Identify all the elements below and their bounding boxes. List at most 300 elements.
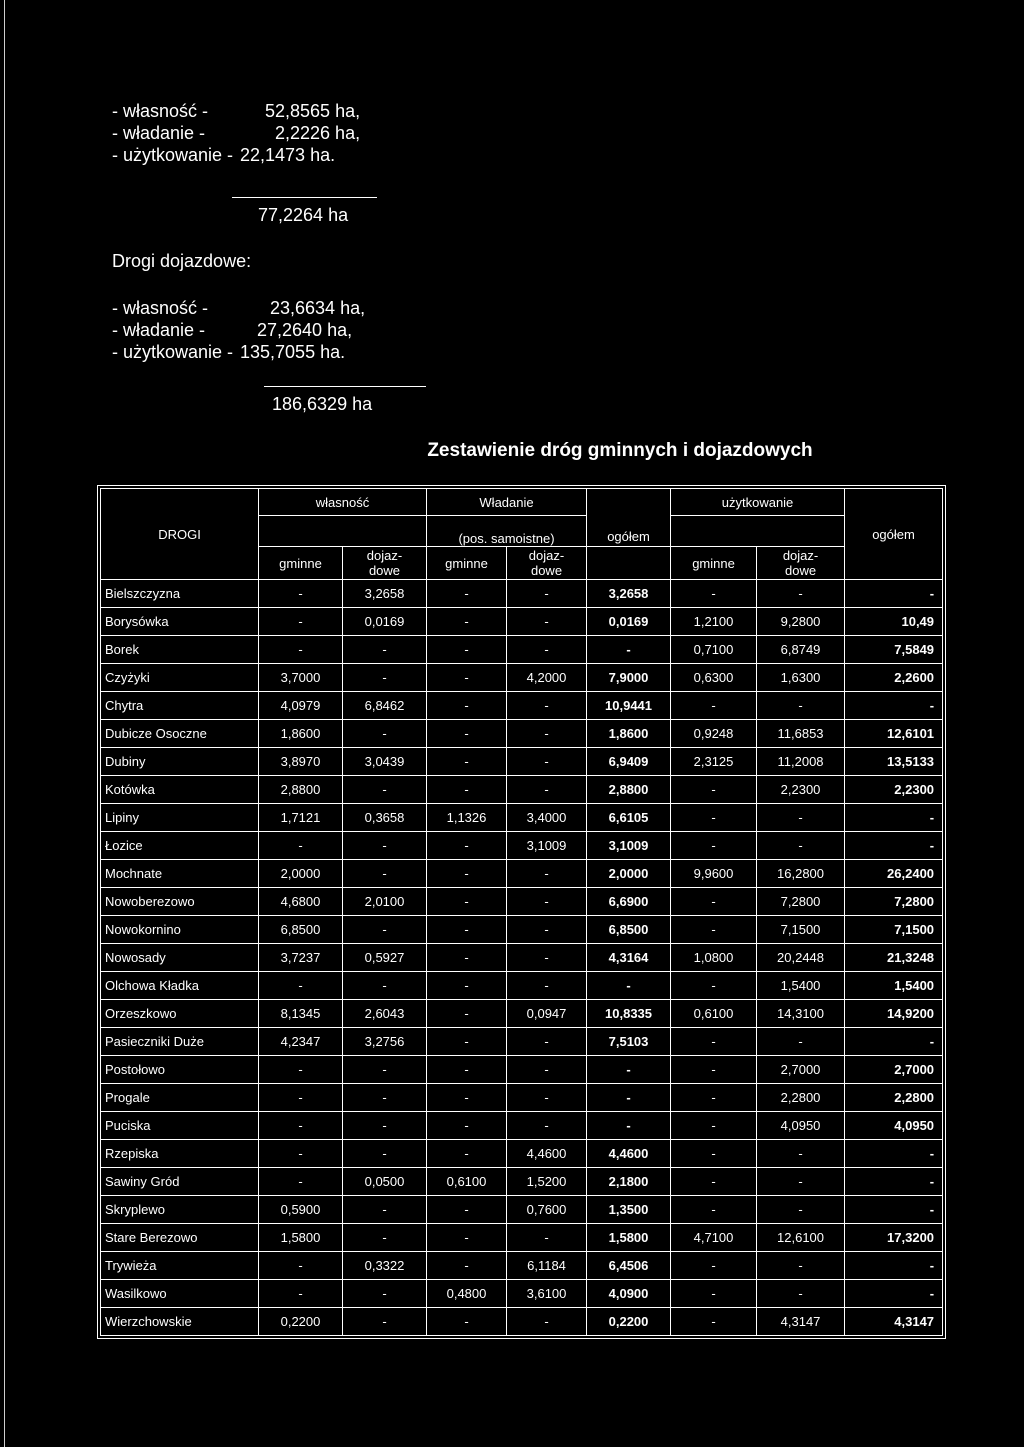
row-value-cell: 2,1800 <box>587 1168 671 1196</box>
header-wlasnosc: własność <box>259 489 427 516</box>
row-name-cell: Olchowa Kładka <box>101 972 259 1000</box>
row-value-cell: 11,2008 <box>757 748 845 776</box>
row-value-cell: 6,9409 <box>587 748 671 776</box>
row-value-cell: - <box>757 1196 845 1224</box>
header-dojazdowe-bottom: dowe <box>530 563 563 578</box>
row-value-cell: 3,0439 <box>343 748 427 776</box>
row-value-cell: - <box>427 888 507 916</box>
row-value-cell: - <box>427 1028 507 1056</box>
summary-label: - własność - <box>112 298 209 318</box>
row-value-cell: - <box>671 1280 757 1308</box>
summary-sum-line <box>264 386 426 387</box>
row-value-cell: 9,2800 <box>757 608 845 636</box>
header-gminne: gminne <box>671 547 757 580</box>
row-value-cell: - <box>671 1056 757 1084</box>
row-value-cell: 2,2800 <box>757 1084 845 1112</box>
row-value-cell: 1,5400 <box>757 972 845 1000</box>
table-row <box>101 1308 943 1336</box>
row-name-cell: Chytra <box>101 692 259 720</box>
row-value-cell: - <box>507 580 587 608</box>
row-value-cell: 3,2658 <box>587 580 671 608</box>
table-row <box>101 720 943 748</box>
table-row <box>101 1140 943 1168</box>
row-value-cell: - <box>757 1280 845 1308</box>
row-value-cell: - <box>845 1252 943 1280</box>
row-value-cell: - <box>507 1224 587 1252</box>
row-value-cell: - <box>587 1112 671 1140</box>
row-value-cell: - <box>671 804 757 832</box>
row-value-cell: - <box>587 636 671 664</box>
summary-label: - władanie - <box>112 123 206 143</box>
row-value-cell: - <box>507 860 587 888</box>
summary-value: 52,8565 ha, <box>265 101 361 121</box>
row-value-cell: - <box>343 1084 427 1112</box>
row-value-cell: - <box>671 1140 757 1168</box>
row-value-cell: - <box>343 664 427 692</box>
summary-value: 2,2226 ha, <box>275 123 361 143</box>
row-value-cell: - <box>587 1084 671 1112</box>
row-value-cell: - <box>845 1168 943 1196</box>
row-value-cell: 6,8462 <box>343 692 427 720</box>
row-value-cell: - <box>259 1084 343 1112</box>
header-drogi: DROGI <box>101 489 259 580</box>
row-value-cell: 0,6100 <box>427 1168 507 1196</box>
row-value-cell: - <box>427 608 507 636</box>
row-value-cell: 1,7121 <box>259 804 343 832</box>
header-dojazdowe-top: dojaz- <box>528 548 565 563</box>
row-value-cell: 4,3147 <box>757 1308 845 1336</box>
table-row <box>101 636 943 664</box>
row-value-cell: 1,5400 <box>845 972 943 1000</box>
row-name-cell: Postołowo <box>101 1056 259 1084</box>
row-value-cell: 0,3658 <box>343 804 427 832</box>
row-value-cell: - <box>343 776 427 804</box>
header-dojazdowe <box>757 547 845 580</box>
row-value-cell: 13,5133 <box>845 748 943 776</box>
table-row <box>101 888 943 916</box>
row-value-cell: 7,1500 <box>845 916 943 944</box>
row-value-cell: - <box>507 720 587 748</box>
row-value-cell: 0,0500 <box>343 1168 427 1196</box>
row-name-cell: Wasilkowo <box>101 1280 259 1308</box>
row-name-cell: Nowokornino <box>101 916 259 944</box>
row-value-cell: 4,0979 <box>259 692 343 720</box>
table-row <box>101 748 943 776</box>
row-value-cell: 2,8800 <box>259 776 343 804</box>
row-value-cell: - <box>507 916 587 944</box>
table-row <box>101 664 943 692</box>
row-value-cell: 2,6043 <box>343 1000 427 1028</box>
table-row <box>101 580 943 608</box>
row-value-cell: - <box>757 1028 845 1056</box>
row-value-cell: 4,3147 <box>845 1308 943 1336</box>
row-value-cell: - <box>587 972 671 1000</box>
table-row <box>101 1196 943 1224</box>
header-dojazdowe-top: dojaz- <box>782 548 819 563</box>
row-value-cell: 0,6100 <box>671 1000 757 1028</box>
row-value-cell: 6,8500 <box>259 916 343 944</box>
row-value-cell: 26,2400 <box>845 860 943 888</box>
table-row <box>101 1252 943 1280</box>
row-value-cell: - <box>427 1112 507 1140</box>
row-value-cell: 6,6105 <box>587 804 671 832</box>
table-header <box>101 489 943 580</box>
row-value-cell: 11,6853 <box>757 720 845 748</box>
row-value-cell: 0,2200 <box>259 1308 343 1336</box>
header-blank <box>671 516 845 547</box>
row-value-cell: 3,2756 <box>343 1028 427 1056</box>
row-value-cell: - <box>343 832 427 860</box>
row-name-cell: Łozice <box>101 832 259 860</box>
summary-total: 186,6329 ha <box>272 394 373 414</box>
row-name-cell: Trywieża <box>101 1252 259 1280</box>
row-value-cell: 0,6300 <box>671 664 757 692</box>
row-value-cell: 7,1500 <box>757 916 845 944</box>
row-name-cell: Orzeszkowo <box>101 1000 259 1028</box>
row-value-cell: 1,8600 <box>259 720 343 748</box>
row-value-cell: 1,0800 <box>671 944 757 972</box>
row-value-cell: 4,0900 <box>587 1280 671 1308</box>
row-value-cell: - <box>343 1140 427 1168</box>
row-value-cell: 14,3100 <box>757 1000 845 1028</box>
row-value-cell: - <box>343 720 427 748</box>
row-value-cell: - <box>427 1308 507 1336</box>
row-value-cell: - <box>259 608 343 636</box>
row-value-cell: - <box>259 1056 343 1084</box>
row-name-cell: Rzepiska <box>101 1140 259 1168</box>
row-value-cell: 7,5103 <box>587 1028 671 1056</box>
row-name-cell: Kotówka <box>101 776 259 804</box>
row-value-cell: 0,0947 <box>507 1000 587 1028</box>
row-name-cell: Progale <box>101 1084 259 1112</box>
header-gminne: gminne <box>427 547 507 580</box>
row-value-cell: 1,6300 <box>757 664 845 692</box>
row-value-cell: 6,1184 <box>507 1252 587 1280</box>
summary-total: 77,2264 ha <box>258 205 349 225</box>
row-value-cell: 4,2000 <box>507 664 587 692</box>
row-value-cell: - <box>427 1140 507 1168</box>
row-name-cell: Mochnate <box>101 860 259 888</box>
row-value-cell: 2,7000 <box>757 1056 845 1084</box>
row-value-cell: - <box>259 1280 343 1308</box>
row-value-cell: - <box>671 972 757 1000</box>
row-value-cell: - <box>427 692 507 720</box>
row-value-cell: - <box>507 888 587 916</box>
row-value-cell: 4,3164 <box>587 944 671 972</box>
row-value-cell: - <box>427 832 507 860</box>
row-value-cell: 0,5927 <box>343 944 427 972</box>
row-value-cell: - <box>845 832 943 860</box>
row-value-cell: - <box>671 1308 757 1336</box>
row-value-cell: 4,0950 <box>845 1112 943 1140</box>
row-value-cell: - <box>757 804 845 832</box>
row-value-cell: - <box>507 1084 587 1112</box>
row-value-cell: - <box>259 1168 343 1196</box>
row-value-cell: 3,7000 <box>259 664 343 692</box>
row-value-cell: - <box>507 608 587 636</box>
row-value-cell: 2,2800 <box>845 1084 943 1112</box>
row-value-cell: - <box>845 804 943 832</box>
row-value-cell: 4,2347 <box>259 1028 343 1056</box>
row-value-cell: - <box>507 692 587 720</box>
row-name-cell: Pasieczniki Duże <box>101 1028 259 1056</box>
row-value-cell: - <box>845 692 943 720</box>
row-value-cell: - <box>671 916 757 944</box>
row-value-cell: 16,2800 <box>757 860 845 888</box>
row-value-cell: 2,2300 <box>845 776 943 804</box>
row-name-cell: Borek <box>101 636 259 664</box>
table-row <box>101 1028 943 1056</box>
header-ogolem-2: ogółem <box>845 489 943 580</box>
row-name-cell: Puciska <box>101 1112 259 1140</box>
row-value-cell: - <box>845 1028 943 1056</box>
row-value-cell: 1,1326 <box>427 804 507 832</box>
row-value-cell: - <box>343 1280 427 1308</box>
row-value-cell: 0,2200 <box>587 1308 671 1336</box>
table-title: Zestawienie dróg gminnych i dojazdowych <box>427 440 813 461</box>
table-body <box>101 580 943 1336</box>
row-value-cell: - <box>587 1056 671 1084</box>
row-value-cell: 1,5200 <box>507 1168 587 1196</box>
row-value-cell: 3,4000 <box>507 804 587 832</box>
row-value-cell: 1,3500 <box>587 1196 671 1224</box>
row-value-cell: 0,4800 <box>427 1280 507 1308</box>
row-value-cell: - <box>507 1308 587 1336</box>
header-wladanie: Władanie <box>427 489 587 516</box>
row-value-cell: - <box>427 916 507 944</box>
row-value-cell: 4,4600 <box>507 1140 587 1168</box>
summary-value: 23,6634 ha, <box>270 298 366 318</box>
header-blank <box>259 516 427 547</box>
row-value-cell: 20,2448 <box>757 944 845 972</box>
row-name-cell: Lipiny <box>101 804 259 832</box>
row-name-cell: Czyżyki <box>101 664 259 692</box>
row-value-cell: - <box>507 636 587 664</box>
row-value-cell: - <box>343 1112 427 1140</box>
row-value-cell: - <box>427 1000 507 1028</box>
row-value-cell: 2,0000 <box>259 860 343 888</box>
summary-label: - władanie - <box>112 320 206 340</box>
row-value-cell: 4,4600 <box>587 1140 671 1168</box>
row-value-cell: - <box>427 1196 507 1224</box>
summary-dojazdowe <box>112 297 432 367</box>
summary-value: 135,7055 ha. <box>240 342 346 362</box>
row-value-cell: - <box>507 776 587 804</box>
row-name-cell: Nowoberezowo <box>101 888 259 916</box>
row-value-cell: 17,3200 <box>845 1224 943 1252</box>
row-name-cell: Bielszczyzna <box>101 580 259 608</box>
row-value-cell: - <box>427 636 507 664</box>
row-value-cell: 1,5800 <box>259 1224 343 1252</box>
row-value-cell: - <box>845 1196 943 1224</box>
table-row <box>101 1224 943 1252</box>
table-row <box>101 692 943 720</box>
row-value-cell: 3,7237 <box>259 944 343 972</box>
row-value-cell: - <box>427 860 507 888</box>
row-name-cell: Dubicze Osoczne <box>101 720 259 748</box>
row-value-cell: - <box>845 1280 943 1308</box>
header-dojazdowe <box>343 547 427 580</box>
row-value-cell: - <box>427 972 507 1000</box>
row-value-cell: - <box>427 776 507 804</box>
row-value-cell: 2,0000 <box>587 860 671 888</box>
row-value-cell: - <box>259 1112 343 1140</box>
row-value-cell: - <box>427 944 507 972</box>
row-value-cell: - <box>507 944 587 972</box>
row-value-cell: 0,9248 <box>671 720 757 748</box>
row-value-cell: - <box>507 1112 587 1140</box>
table-row <box>101 776 943 804</box>
row-value-cell: 3,8970 <box>259 748 343 776</box>
row-value-cell: - <box>671 832 757 860</box>
row-value-cell: 2,0100 <box>343 888 427 916</box>
header-dojazdowe <box>507 547 587 580</box>
row-value-cell: - <box>671 888 757 916</box>
header-dojazdowe-top: dojaz- <box>366 548 403 563</box>
table-row <box>101 832 943 860</box>
row-value-cell: - <box>343 636 427 664</box>
header-uzytkowanie: użytkowanie <box>671 489 845 516</box>
summary-value: 22,1473 ha. <box>240 145 336 165</box>
row-value-cell: 14,9200 <box>845 1000 943 1028</box>
row-value-cell: - <box>427 580 507 608</box>
row-value-cell: 1,8600 <box>587 720 671 748</box>
row-value-cell: - <box>671 1196 757 1224</box>
row-name-cell: Skryplewo <box>101 1196 259 1224</box>
row-value-cell: - <box>671 1168 757 1196</box>
summary-label: - użytkowanie - <box>112 342 234 362</box>
row-value-cell: - <box>757 1140 845 1168</box>
row-value-cell: - <box>343 916 427 944</box>
row-value-cell: - <box>757 832 845 860</box>
row-value-cell: 12,6101 <box>845 720 943 748</box>
row-value-cell: - <box>507 1056 587 1084</box>
row-value-cell: 2,3125 <box>671 748 757 776</box>
row-value-cell: - <box>343 1196 427 1224</box>
row-value-cell: - <box>757 1168 845 1196</box>
table-row <box>101 608 943 636</box>
row-value-cell: 4,0950 <box>757 1112 845 1140</box>
row-name-cell: Nowosady <box>101 944 259 972</box>
row-value-cell: 4,6800 <box>259 888 343 916</box>
row-value-cell: 6,8500 <box>587 916 671 944</box>
row-value-cell: - <box>343 1308 427 1336</box>
row-value-cell: 2,2600 <box>845 664 943 692</box>
row-value-cell: 7,2800 <box>845 888 943 916</box>
row-value-cell: 0,7600 <box>507 1196 587 1224</box>
summary-label: - użytkowanie - <box>112 145 234 165</box>
header-wladanie-sub: (pos. samoistne) <box>427 516 587 547</box>
row-value-cell: 10,8335 <box>587 1000 671 1028</box>
table-row <box>101 1084 943 1112</box>
row-value-cell: - <box>671 692 757 720</box>
section-heading: Drogi dojazdowe: <box>112 251 252 271</box>
row-value-cell: - <box>671 1028 757 1056</box>
row-value-cell: 0,5900 <box>259 1196 343 1224</box>
table-row <box>101 944 943 972</box>
row-value-cell: - <box>259 972 343 1000</box>
row-value-cell: 7,9000 <box>587 664 671 692</box>
row-value-cell: 1,2100 <box>671 608 757 636</box>
row-value-cell: - <box>427 720 507 748</box>
summary-gminne <box>112 100 412 170</box>
row-value-cell: - <box>259 832 343 860</box>
roads-table <box>100 488 943 1336</box>
row-name-cell: Stare Berezowo <box>101 1224 259 1252</box>
row-value-cell: 4,7100 <box>671 1224 757 1252</box>
row-value-cell: 12,6100 <box>757 1224 845 1252</box>
row-value-cell: - <box>671 1252 757 1280</box>
header-dojazdowe-bottom: dowe <box>368 563 401 578</box>
row-value-cell: - <box>427 664 507 692</box>
row-value-cell: 2,7000 <box>845 1056 943 1084</box>
table-row <box>101 916 943 944</box>
row-value-cell: 7,5849 <box>845 636 943 664</box>
row-name-cell: Sawiny Gród <box>101 1168 259 1196</box>
row-value-cell: 6,4506 <box>587 1252 671 1280</box>
row-value-cell: 2,2300 <box>757 776 845 804</box>
row-value-cell: - <box>259 580 343 608</box>
row-value-cell: 0,0169 <box>587 608 671 636</box>
row-value-cell: - <box>507 748 587 776</box>
row-value-cell: 0,3322 <box>343 1252 427 1280</box>
summary-sum-line <box>232 197 377 198</box>
row-name-cell: Dubiny <box>101 748 259 776</box>
row-value-cell: 6,8749 <box>757 636 845 664</box>
row-value-cell: - <box>259 1252 343 1280</box>
table-row <box>101 1000 943 1028</box>
header-ogolem-1: ogółem <box>587 489 671 547</box>
row-value-cell: 0,7100 <box>671 636 757 664</box>
table-row <box>101 1280 943 1308</box>
row-value-cell: - <box>259 636 343 664</box>
row-value-cell: - <box>427 1084 507 1112</box>
table-row <box>101 860 943 888</box>
row-value-cell: - <box>671 1112 757 1140</box>
row-value-cell: - <box>671 580 757 608</box>
summary-label: - własność - <box>112 101 209 121</box>
row-value-cell: - <box>343 1056 427 1084</box>
row-value-cell: - <box>671 776 757 804</box>
row-value-cell: 3,6100 <box>507 1280 587 1308</box>
page-edge-line <box>4 0 5 1447</box>
row-name-cell: Wierzchowskie <box>101 1308 259 1336</box>
header-ogolem-blank <box>587 547 671 580</box>
row-value-cell: - <box>757 692 845 720</box>
table-row <box>101 972 943 1000</box>
row-value-cell: - <box>845 580 943 608</box>
row-value-cell: - <box>427 1056 507 1084</box>
row-value-cell: - <box>259 1140 343 1168</box>
row-value-cell: - <box>845 1140 943 1168</box>
table-row <box>101 804 943 832</box>
row-value-cell: 3,1009 <box>507 832 587 860</box>
row-value-cell: 10,49 <box>845 608 943 636</box>
row-value-cell: - <box>507 1028 587 1056</box>
row-value-cell: - <box>427 1252 507 1280</box>
header-gminne: gminne <box>259 547 343 580</box>
row-value-cell: - <box>427 1224 507 1252</box>
row-value-cell: 3,1009 <box>587 832 671 860</box>
row-value-cell: - <box>757 580 845 608</box>
header-dojazdowe-bottom: dowe <box>784 563 817 578</box>
row-value-cell: - <box>343 1224 427 1252</box>
row-value-cell: 9,9600 <box>671 860 757 888</box>
table-row <box>101 1112 943 1140</box>
row-value-cell: 8,1345 <box>259 1000 343 1028</box>
row-value-cell: - <box>757 1252 845 1280</box>
summary-value: 27,2640 ha, <box>257 320 353 340</box>
